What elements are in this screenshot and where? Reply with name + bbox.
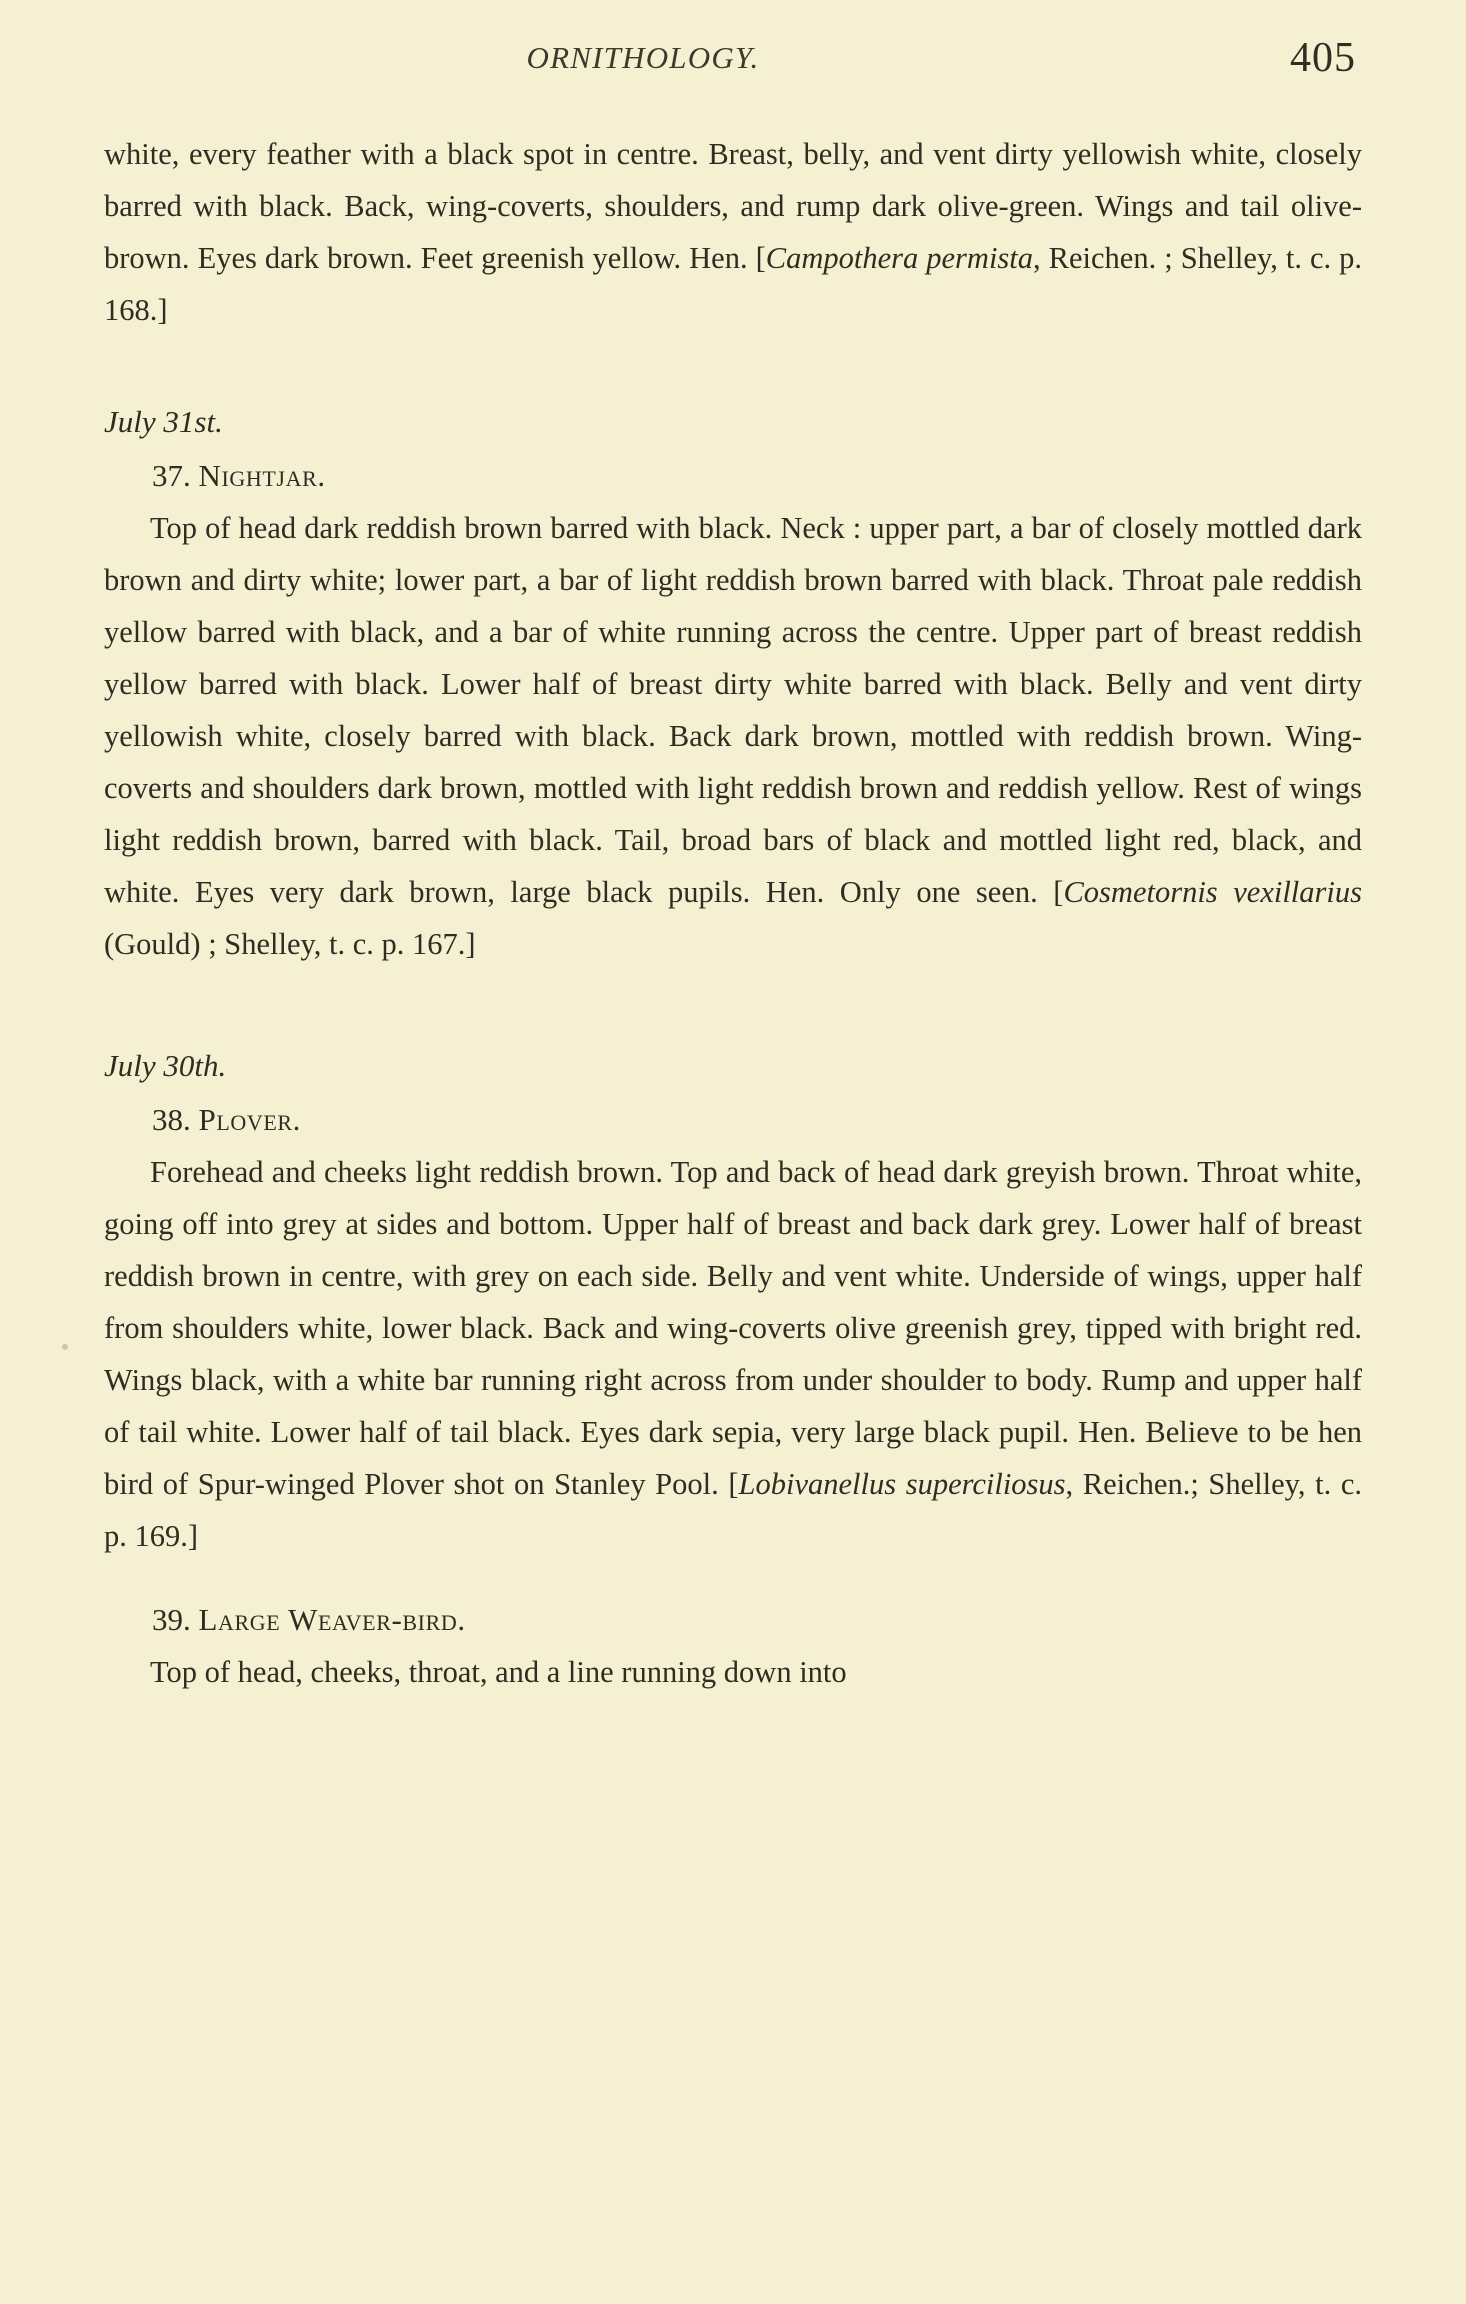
date-heading-july-31 — [104, 396, 1362, 448]
species-name-italic: Campothera permista — [765, 241, 1034, 275]
species-name-italic: Cosmetornis vexillarius — [1063, 875, 1362, 909]
page-number: 405 — [1290, 35, 1356, 81]
page-margin-mark — [62, 1344, 68, 1350]
species-name-italic: Lobivanellus superciliosus — [738, 1467, 1066, 1501]
entry-number: 37. — [152, 458, 191, 493]
entry-number: 38. — [152, 1102, 191, 1137]
date-ordinal: th. — [194, 1048, 227, 1083]
running-head: ORNITHOLOGY. — [526, 40, 760, 75]
date-heading-july-30 — [104, 1040, 1362, 1092]
page-header — [110, 35, 1356, 96]
date-label: July 30 — [104, 1048, 195, 1083]
paragraph-continued-text: white, every feather with a black spot in centre. Breast, belly, and vent dirty yellowish white, closely barred with black. Back, wing-coverts, shoulders, and rump dark olive-green. Wings and tail olive-brown. Eyes dark brown. Feet greenish yellow. Hen. [ — [104, 137, 1362, 275]
entry-heading-39 — [104, 1594, 1362, 1646]
date-label: July 31 — [104, 404, 195, 439]
paragraph-continued-tail: , Reichen. ; Shelley, t. c. p. 168.] — [104, 241, 1363, 327]
entry-title: Large Weaver-bird. — [198, 1602, 466, 1637]
entry-body-tail: , Reichen.; Shelley, t. c. p. 169.] — [104, 1467, 1363, 1553]
entry-body-39: Top of head, cheeks, throat, and a line running down into — [150, 1655, 847, 1689]
entry-heading-37 — [104, 450, 1362, 502]
entry-title: Plover. — [198, 1102, 302, 1137]
body-text-column — [104, 128, 1362, 1698]
entry-title: Nightjar. — [198, 458, 326, 493]
entry-body-37 — [104, 502, 1362, 970]
entry-heading-38 — [104, 1094, 1362, 1146]
entry-body-tail: (Gould) ; Shelley, t. c. p. 167.] — [104, 927, 476, 961]
entry-number: 39. — [152, 1602, 191, 1637]
entry-body-text: Top of head dark reddish brown barred with black. Neck : upper part, a bar of closely mottled dark brown and dirty white; lower part, a bar of light reddish brown barred with black. Throat pale reddish yellow barred with black, and a bar of white running across the centre. Upper part of breast reddish yellow barred with black. Lower half of breast dirty white barred with black. Belly and vent dirty yellowish white, closely barred with black. Back dark brown, mottled with reddish brown. Wing-coverts and shoulders dark brown, mottled with light reddish brown and reddish yellow. Rest of wings light reddish brown, barred with black. Tail, broad bars of black and mottled light red, black, and white. Eyes very dark brown, large black pupils. Hen. Only one seen. [ — [104, 511, 1362, 909]
entry-body-38 — [104, 1146, 1362, 1562]
date-ordinal: st. — [194, 404, 223, 439]
paragraph-continued — [104, 128, 1362, 336]
entry-body-text: Forehead and cheeks light reddish brown. Top and back of head dark greyish brown. Throat white, going off into grey at sides and bottom. Upper half of breast and back dark grey. Lower half of breast reddish brown in centre, with grey on each side. Belly and vent white. Underside of wings, upper half from shoulders white, lower black. Back and wing-coverts olive greenish grey, tipped with bright red. Wings black, with a white bar running right across from under shoulder to body. Rump and upper half of tail white. Lower half of tail black. Eyes dark sepia, very large black pupil. Hen. Believe to be hen bird of Spur-winged Plover shot on Stanley Pool. [ — [104, 1155, 1362, 1501]
